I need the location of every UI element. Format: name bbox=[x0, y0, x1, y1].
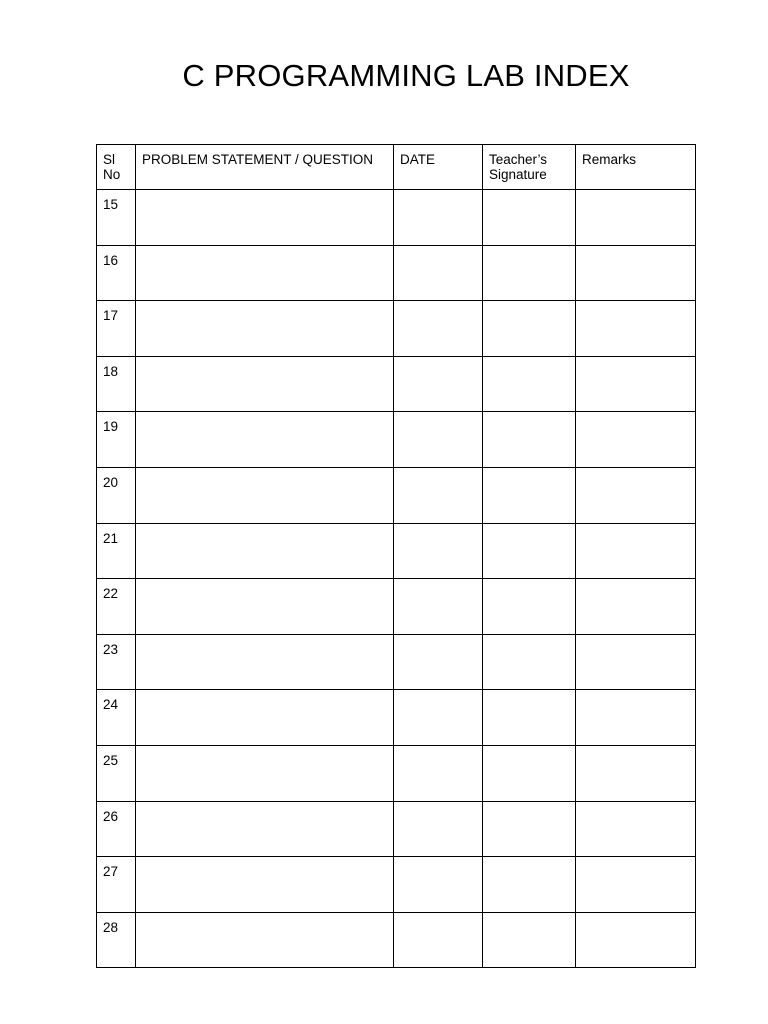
sl-number-cell: 26 bbox=[97, 801, 136, 857]
sl-number-cell: 18 bbox=[97, 356, 136, 412]
date-cell[interactable] bbox=[394, 634, 483, 690]
problem-statement-cell[interactable] bbox=[136, 301, 394, 357]
teacher-signature-cell[interactable] bbox=[483, 412, 576, 468]
problem-statement-cell[interactable] bbox=[136, 245, 394, 301]
teacher-signature-cell[interactable] bbox=[483, 523, 576, 579]
remarks-cell[interactable] bbox=[576, 412, 696, 468]
teacher-signature-cell[interactable] bbox=[483, 634, 576, 690]
lab-index-table bbox=[96, 144, 696, 968]
teacher-signature-cell[interactable] bbox=[483, 801, 576, 857]
remarks-cell[interactable] bbox=[576, 301, 696, 357]
header-sl-no-line1: Sl bbox=[103, 152, 116, 167]
teacher-signature-cell[interactable] bbox=[483, 467, 576, 523]
sl-number-cell: 17 bbox=[97, 301, 136, 357]
date-cell[interactable] bbox=[394, 190, 483, 246]
remarks-cell[interactable] bbox=[576, 857, 696, 913]
table-row bbox=[97, 579, 696, 635]
remarks-cell[interactable] bbox=[576, 745, 696, 801]
date-cell[interactable] bbox=[394, 690, 483, 746]
problem-statement-cell[interactable] bbox=[136, 745, 394, 801]
sl-number-cell: 25 bbox=[97, 745, 136, 801]
table-row bbox=[97, 245, 696, 301]
table-body bbox=[97, 190, 696, 968]
date-cell[interactable] bbox=[394, 579, 483, 635]
sl-number-cell: 19 bbox=[97, 412, 136, 468]
table-header-row bbox=[97, 145, 696, 190]
sl-number-cell: 22 bbox=[97, 579, 136, 635]
remarks-cell[interactable] bbox=[576, 356, 696, 412]
header-signature-line2: Signature bbox=[489, 167, 547, 182]
problem-statement-cell[interactable] bbox=[136, 634, 394, 690]
date-cell[interactable] bbox=[394, 912, 483, 968]
date-cell[interactable] bbox=[394, 356, 483, 412]
teacher-signature-cell[interactable] bbox=[483, 857, 576, 913]
date-cell[interactable] bbox=[394, 245, 483, 301]
problem-statement-cell[interactable] bbox=[136, 690, 394, 746]
remarks-cell[interactable] bbox=[576, 634, 696, 690]
remarks-cell[interactable] bbox=[576, 801, 696, 857]
table-row bbox=[97, 634, 696, 690]
remarks-cell[interactable] bbox=[576, 245, 696, 301]
header-problem-statement: PROBLEM STATEMENT / QUESTION bbox=[136, 145, 394, 190]
remarks-cell[interactable] bbox=[576, 579, 696, 635]
sl-number-cell: 27 bbox=[97, 857, 136, 913]
sl-number-cell: 23 bbox=[97, 634, 136, 690]
sl-number-cell: 20 bbox=[97, 467, 136, 523]
table-row bbox=[97, 467, 696, 523]
header-sl-no bbox=[97, 145, 136, 190]
date-cell[interactable] bbox=[394, 745, 483, 801]
teacher-signature-cell[interactable] bbox=[483, 356, 576, 412]
date-cell[interactable] bbox=[394, 523, 483, 579]
remarks-cell[interactable] bbox=[576, 190, 696, 246]
date-cell[interactable] bbox=[394, 857, 483, 913]
teacher-signature-cell[interactable] bbox=[483, 245, 576, 301]
teacher-signature-cell[interactable] bbox=[483, 745, 576, 801]
remarks-cell[interactable] bbox=[576, 690, 696, 746]
problem-statement-cell[interactable] bbox=[136, 190, 394, 246]
remarks-cell[interactable] bbox=[576, 523, 696, 579]
header-signature-line1: Teacher’s bbox=[489, 152, 548, 167]
table-row bbox=[97, 412, 696, 468]
table-row bbox=[97, 857, 696, 913]
problem-statement-cell[interactable] bbox=[136, 912, 394, 968]
teacher-signature-cell[interactable] bbox=[483, 690, 576, 746]
teacher-signature-cell[interactable] bbox=[483, 190, 576, 246]
table-row bbox=[97, 301, 696, 357]
table-row bbox=[97, 745, 696, 801]
sl-number-cell: 16 bbox=[97, 245, 136, 301]
page-title: C PROGRAMMING LAB INDEX bbox=[182, 58, 630, 93]
remarks-cell[interactable] bbox=[576, 467, 696, 523]
problem-statement-cell[interactable] bbox=[136, 801, 394, 857]
header-sl-no-line2: No bbox=[103, 167, 121, 182]
date-cell[interactable] bbox=[394, 467, 483, 523]
sl-number-cell: 28 bbox=[97, 912, 136, 968]
problem-statement-cell[interactable] bbox=[136, 523, 394, 579]
sl-number-cell: 21 bbox=[97, 523, 136, 579]
date-cell[interactable] bbox=[394, 301, 483, 357]
table-row bbox=[97, 912, 696, 968]
table-row bbox=[97, 190, 696, 246]
header-date: DATE bbox=[394, 145, 483, 190]
remarks-cell[interactable] bbox=[576, 912, 696, 968]
date-cell[interactable] bbox=[394, 801, 483, 857]
table-row bbox=[97, 801, 696, 857]
table-row bbox=[97, 356, 696, 412]
problem-statement-cell[interactable] bbox=[136, 579, 394, 635]
problem-statement-cell[interactable] bbox=[136, 412, 394, 468]
date-cell[interactable] bbox=[394, 412, 483, 468]
teacher-signature-cell[interactable] bbox=[483, 912, 576, 968]
problem-statement-cell[interactable] bbox=[136, 857, 394, 913]
sl-number-cell: 15 bbox=[97, 190, 136, 246]
header-teacher-signature bbox=[483, 145, 576, 190]
table-row bbox=[97, 523, 696, 579]
problem-statement-cell[interactable] bbox=[136, 467, 394, 523]
header-remarks: Remarks bbox=[576, 145, 696, 190]
sl-number-cell: 24 bbox=[97, 690, 136, 746]
teacher-signature-cell[interactable] bbox=[483, 301, 576, 357]
table-row bbox=[97, 690, 696, 746]
problem-statement-cell[interactable] bbox=[136, 356, 394, 412]
teacher-signature-cell[interactable] bbox=[483, 579, 576, 635]
